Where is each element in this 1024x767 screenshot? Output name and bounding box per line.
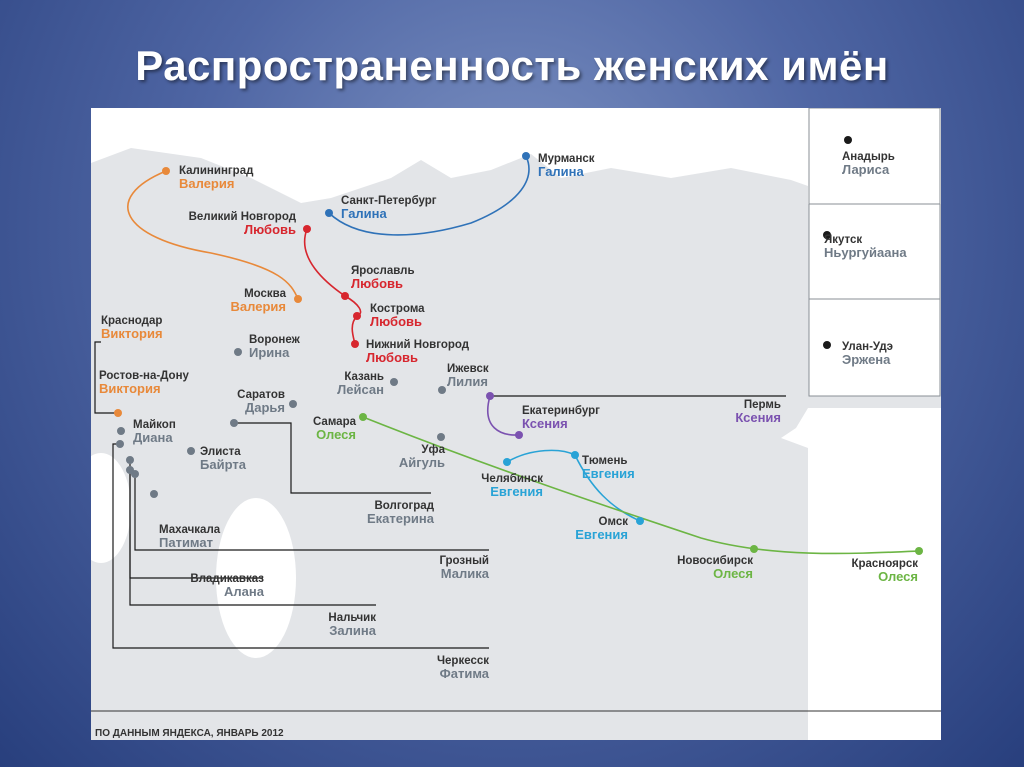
city-label-novosibirsk: Новосибирск [677, 555, 753, 567]
city-marker-moscow [294, 295, 302, 303]
name-label-saratov: Дарья [244, 400, 285, 415]
city-marker-omsk [636, 517, 644, 525]
city-label-grozny: Грозный [439, 555, 489, 567]
name-label-omsk: Евгения [575, 527, 628, 542]
name-label-cherkessk: Фатима [439, 666, 489, 681]
city-label-vnovgorod: Великий Новгород [188, 211, 296, 223]
city-marker-cherkessk [116, 440, 124, 448]
name-label-makhachkala: Патимат [159, 535, 213, 550]
city-marker-ulanude [823, 341, 831, 349]
name-label-voronezh: Ирина [249, 345, 290, 360]
city-label-tyumen: Тюмень [582, 455, 628, 467]
name-label-izhevsk: Лилия [447, 374, 488, 389]
city-marker-anadyr [844, 136, 852, 144]
city-label-kostroma: Кострома [370, 303, 425, 315]
name-label-kostroma: Любовь [370, 314, 423, 329]
city-label-omsk: Омск [598, 516, 628, 528]
city-marker-kaliningrad [162, 167, 170, 175]
city-marker-makhachkala [150, 490, 158, 498]
name-map [91, 108, 941, 740]
name-label-volgograd: Екатерина [366, 511, 434, 526]
city-marker-rostov [114, 409, 122, 417]
city-marker-voronezh [234, 348, 242, 356]
city-marker-tyumen [571, 451, 579, 459]
name-label-novosibirsk: Олеся [713, 566, 753, 581]
city-marker-krasnoyarsk [915, 547, 923, 555]
city-marker-izhevsk [438, 386, 446, 394]
city-label-perm: Пермь [743, 399, 781, 411]
city-label-samara: Самара [312, 416, 356, 428]
city-marker-yaroslavl [341, 292, 349, 300]
city-label-moscow: Москва [244, 288, 286, 300]
name-label-perm: Ксения [735, 410, 781, 425]
name-label-kaliningrad: Валерия [179, 176, 235, 191]
city-marker-vnovgorod [303, 225, 311, 233]
name-label-ufa: Айгуль [398, 455, 445, 470]
city-marker-elista [187, 447, 195, 455]
name-label-tyumen: Евгения [582, 466, 635, 481]
city-marker-saratov [289, 400, 297, 408]
city-marker-samara [359, 413, 367, 421]
name-label-samara: Олеся [316, 427, 356, 442]
source-note: ПО ДАННЫМ ЯНДЕКСА, ЯНВАРЬ 2012 [95, 728, 284, 739]
name-label-krasnodar: Виктория [101, 326, 163, 341]
city-label-kaliningrad: Калининград [179, 165, 254, 177]
name-label-kazan: Лейсан [337, 382, 384, 397]
name-label-vladikavkaz: Алана [224, 584, 264, 599]
city-label-kazan: Казань [344, 371, 384, 383]
city-marker-spb [325, 209, 333, 217]
name-label-yakutsk: Ньургуйаана [824, 245, 907, 260]
city-label-yakutsk: Якутск [824, 234, 863, 246]
name-label-moscow: Валерия [230, 299, 286, 314]
name-label-grozny: Малика [440, 566, 489, 581]
city-marker-maikop [117, 427, 125, 435]
city-label-nnovgorod: Нижний Новгород [366, 339, 470, 351]
city-label-anadyr: Анадырь [842, 151, 895, 163]
city-label-nalchik: Нальчик [328, 612, 376, 624]
city-label-makhachkala: Махачкала [159, 524, 221, 536]
city-label-yaroslavl: Ярославль [351, 265, 415, 277]
city-marker-murmansk [522, 152, 530, 160]
city-marker-vladikavkaz [126, 456, 134, 464]
city-label-krasnodar: Краснодар [101, 315, 163, 327]
name-label-ulanude: Эржена [842, 352, 891, 367]
name-label-anadyr: Лариса [842, 162, 890, 177]
city-label-cherkessk: Черкесск [436, 655, 489, 667]
name-label-maikop: Диана [133, 430, 173, 445]
city-marker-chelyabinsk [503, 458, 511, 466]
map-panel [91, 108, 941, 740]
name-label-ekaterinburg: Ксения [522, 416, 568, 431]
name-label-chelyabinsk: Евгения [490, 484, 543, 499]
city-label-vladikavkaz: Владикавказ [190, 573, 264, 585]
city-marker-volgograd [230, 419, 238, 427]
city-marker-kostroma [353, 312, 361, 320]
city-label-ulanude: Улан-Удэ [842, 341, 893, 353]
city-marker-ufa [437, 433, 445, 441]
city-label-izhevsk: Ижевск [447, 363, 489, 375]
city-label-chelyabinsk: Челябинск [481, 473, 543, 485]
city-label-rostov: Ростов-на-Дону [99, 370, 189, 382]
name-label-yaroslavl: Любовь [351, 276, 404, 291]
city-label-maikop: Майкоп [133, 419, 176, 431]
name-label-nnovgorod: Любовь [366, 350, 419, 365]
city-label-saratov: Саратов [237, 389, 285, 401]
name-label-murmansk: Галина [538, 164, 584, 179]
city-marker-ekaterinburg [515, 431, 523, 439]
city-marker-nnovgorod [351, 340, 359, 348]
city-marker-novosibirsk [750, 545, 758, 553]
city-label-elista: Элиста [200, 446, 241, 458]
city-label-ufa: Уфа [421, 444, 445, 456]
name-label-nalchik: Залина [329, 623, 376, 638]
city-marker-nalchik [126, 466, 134, 474]
city-label-voronezh: Воронеж [249, 334, 300, 346]
city-label-murmansk: Мурманск [538, 153, 595, 165]
name-label-vnovgorod: Любовь [243, 222, 296, 237]
city-label-spb: Санкт-Петербург [341, 195, 437, 207]
city-label-ekaterinburg: Екатеринбург [522, 405, 600, 417]
city-marker-perm [486, 392, 494, 400]
slide-title: Распространенность женских имён [135, 42, 889, 89]
city-marker-kazan [390, 378, 398, 386]
name-label-elista: Байрта [200, 457, 246, 472]
name-label-spb: Галина [341, 206, 387, 221]
city-label-volgograd: Волгоград [374, 500, 434, 512]
name-label-krasnoyarsk: Олеся [878, 569, 918, 584]
city-label-krasnoyarsk: Красноярск [851, 558, 918, 570]
name-label-rostov: Виктория [99, 381, 161, 396]
